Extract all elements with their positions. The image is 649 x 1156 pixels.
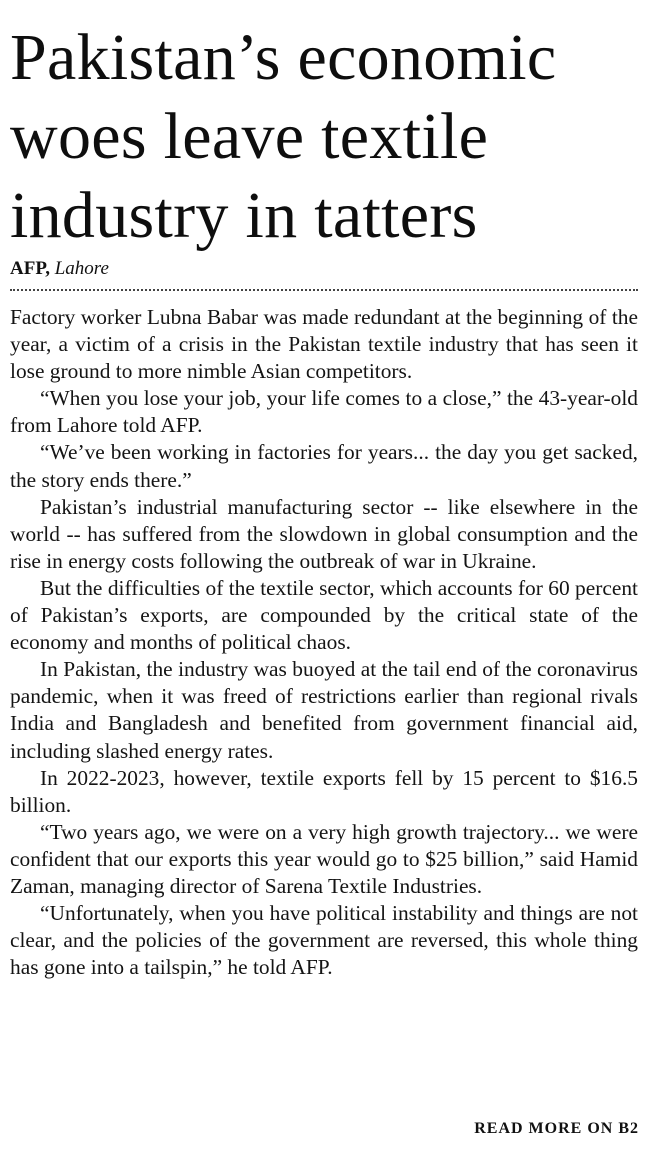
headline-line: Pakistan’s economic <box>10 21 557 94</box>
article-body <box>10 304 638 981</box>
headline <box>10 18 638 255</box>
body-paragraph: Factory worker Lubna Babar was made redundant at the beginning of the year, a victim of a crisis in the Pakistan textile industry that has seen it lose ground to more nimble Asian competitors. <box>10 305 638 384</box>
headline-line: woes leave textile <box>10 100 489 173</box>
body-paragraph: But the difficulties of the textile sector, which accounts for 60 percent of Pakistan’s exports, are compounded by the critical state of the economy and months of political chaos. <box>10 575 638 655</box>
byline-location: Lahore <box>54 258 109 279</box>
byline <box>10 257 638 281</box>
headline-line: industry in tatters <box>10 179 478 252</box>
dotted-divider <box>10 289 638 291</box>
body-paragraph: In 2022-2023, however, textile exports fell by 15 percent to $16.5 billion. <box>10 765 638 817</box>
body-paragraph: In Pakistan, the industry was buoyed at the tail end of the coronavirus pandemic, when it was freed of restrictions earlier than regional rivals India and Bangladesh and benefited from government financial aid, including slashed energy rates. <box>10 657 638 763</box>
byline-agency: AFP, <box>10 258 50 279</box>
body-paragraph: “When you lose your job, your life comes to a close,” the 43-year-old from Lahore told AFP. <box>10 386 638 438</box>
body-paragraph: “Two years ago, we were on a very high growth trajectory... we were confident that our exports this year would go to $25 billion,” said Hamid Zaman, managing director of Sarena Textile Industries. <box>10 819 638 898</box>
body-paragraph: “Unfortunately, when you have political instability and things are not clear, and the policies of the government are reversed, this whole thing has gone into a tailspin,” he told AFP. <box>10 901 638 980</box>
read-more-link[interactable]: READ MORE ON B2 <box>466 1118 639 1140</box>
body-paragraph: “We’ve been working in factories for years... the day you get sacked, the story ends there.” <box>10 440 638 492</box>
body-paragraph: Pakistan’s industrial manufacturing sector -- like elsewhere in the world -- has suffered from the slowdown in global consumption and the rise in energy costs following the outbreak of war in Ukraine. <box>10 494 638 573</box>
news-article <box>10 18 638 981</box>
